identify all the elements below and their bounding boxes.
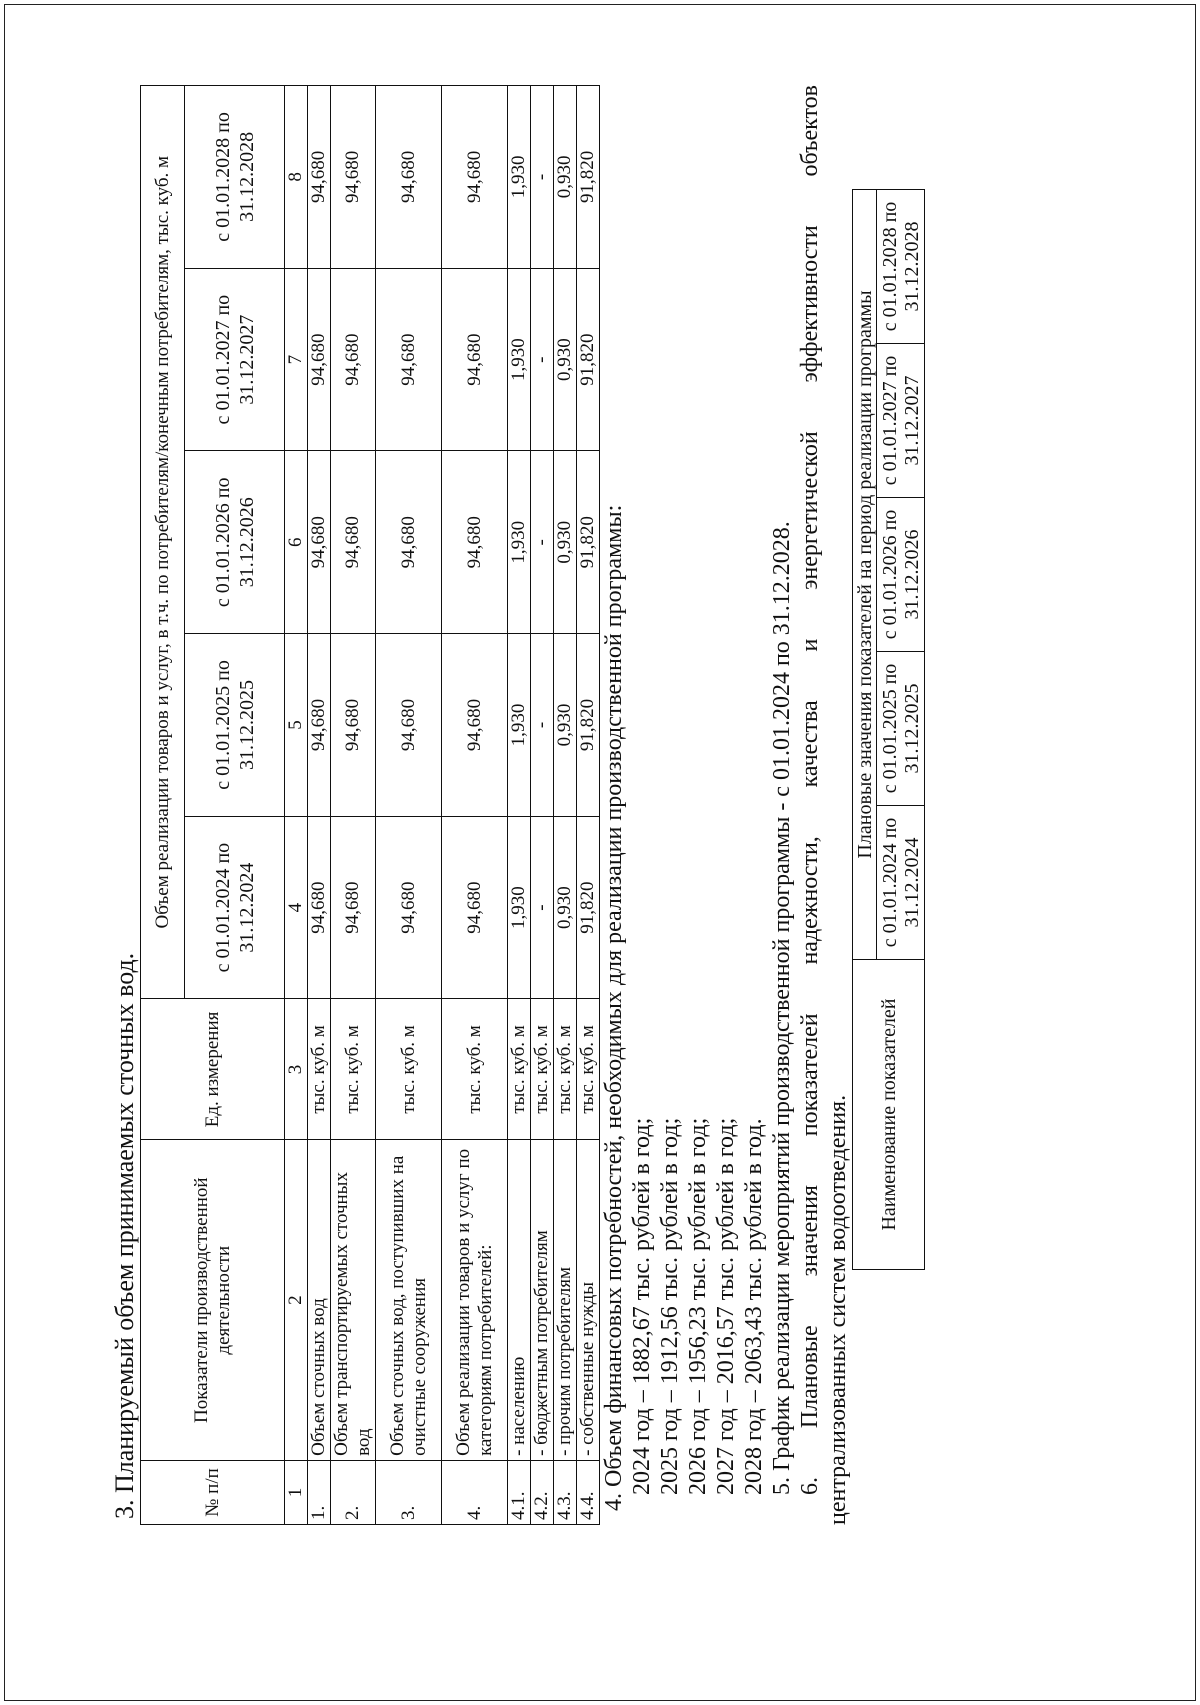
row-number: 4.4. (577, 1460, 600, 1524)
row-unit: тыс. куб. м (376, 999, 442, 1140)
column-number: 6 (285, 451, 308, 634)
header-period: с 01.01.2025 по 31.12.2025 (185, 634, 285, 817)
row-value: - (531, 86, 554, 269)
row-unit: тыс. куб. м (308, 999, 331, 1140)
row-value: 94,680 (376, 634, 442, 817)
row-value: 1,930 (508, 86, 531, 269)
header-num: № п/п (141, 1460, 285, 1524)
header-unit: Ед. измерения (141, 999, 285, 1140)
finance-line: 2024 год – 1882,67 тыс. рублей в год; (629, 1117, 655, 1495)
row-value: 94,680 (376, 451, 442, 634)
row-indicator: - прочим потребителям (554, 1140, 577, 1460)
indicator-period-header: с 01.01.2028 по 31.12.2028 (877, 189, 925, 343)
row-value: 91,820 (577, 268, 600, 451)
row-number: 3. (376, 1460, 442, 1524)
section-6-line-1: 6. Плановые значения показателей надежности, качества и энергетической эффективности объектов (797, 85, 823, 1495)
row-value: 94,680 (442, 634, 508, 817)
row-value: 91,820 (577, 451, 600, 634)
indicator-period-header: с 01.01.2026 по 31.12.2026 (877, 498, 925, 652)
row-value: 94,680 (331, 86, 376, 269)
row-value: 94,680 (442, 86, 508, 269)
column-number: 5 (285, 634, 308, 817)
section-5-text: 5. График реализации мероприятий производственной программы - с 01.01.2024 по 31.12.2028. (769, 521, 795, 1495)
row-value: 94,680 (308, 86, 331, 269)
table-row (331, 86, 376, 1525)
row-number: 1. (308, 1460, 331, 1524)
row-value: 94,680 (308, 451, 331, 634)
row-indicator: - населению (508, 1140, 531, 1460)
row-value: 94,680 (308, 634, 331, 817)
row-value: 94,680 (442, 816, 508, 999)
row-value: - (531, 816, 554, 999)
page-content (110, 85, 925, 1525)
row-value: 1,930 (508, 268, 531, 451)
row-value: 0,930 (554, 634, 577, 817)
indicator-period-header: с 01.01.2025 по 31.12.2025 (877, 652, 925, 806)
row-value: - (531, 268, 554, 451)
row-value: 91,820 (577, 634, 600, 817)
table-row (508, 86, 531, 1525)
row-value: 94,680 (376, 86, 442, 269)
row-indicator: Объем реализации товаров и услуг по категориям потребителей: (442, 1140, 508, 1460)
row-indicator: - собственные нужды (577, 1140, 600, 1460)
row-value: 1,930 (508, 634, 531, 817)
row-value: 94,680 (331, 816, 376, 999)
row-indicator: Объем сточных вод, поступивших на очистные сооружения (376, 1140, 442, 1460)
row-unit: тыс. куб. м (554, 999, 577, 1140)
row-value: 94,680 (376, 816, 442, 999)
table-row (442, 86, 508, 1525)
row-value: 0,930 (554, 451, 577, 634)
row-value: 1,930 (508, 816, 531, 999)
column-number: 3 (285, 999, 308, 1140)
row-value: 0,930 (554, 268, 577, 451)
row-number: 4.3. (554, 1460, 577, 1524)
row-unit: тыс. куб. м (331, 999, 376, 1140)
row-value: 94,680 (308, 268, 331, 451)
row-value: 0,930 (554, 816, 577, 999)
header-period: с 01.01.2024 по 31.12.2024 (185, 816, 285, 999)
row-value: 94,680 (376, 268, 442, 451)
row-unit: тыс. куб. м (577, 999, 600, 1140)
indicator-period-header: с 01.01.2027 по 31.12.2027 (877, 344, 925, 498)
row-value: 94,680 (442, 268, 508, 451)
indicators-table (852, 189, 925, 1270)
column-number: 2 (285, 1140, 308, 1460)
volume-table-body (308, 86, 600, 1525)
header-period: с 01.01.2028 по 31.12.2028 (185, 86, 285, 269)
row-value: 94,680 (331, 268, 376, 451)
section-3-heading: 3. Планируемый объем принимаемых сточных вод. (110, 952, 139, 1519)
column-number: 1 (285, 1460, 308, 1524)
header-period: с 01.01.2026 по 31.12.2026 (185, 451, 285, 634)
finance-list (628, 85, 768, 1495)
row-value: - (531, 634, 554, 817)
table-row (376, 86, 442, 1525)
row-unit: тыс. куб. м (442, 999, 508, 1140)
header-indicator: Показатели производственной деятельности (141, 1140, 285, 1460)
table-row (308, 86, 331, 1525)
row-unit: тыс. куб. м (531, 999, 554, 1140)
section-4-heading: 4. Объем финансовых потребностей, необходимых для реализации производственной программы: (601, 504, 627, 1511)
indicator-period-header: с 01.01.2024 по 31.12.2024 (877, 806, 925, 960)
row-value: 94,680 (308, 816, 331, 999)
section-6-text (796, 85, 852, 1525)
row-value: 94,680 (331, 451, 376, 634)
column-number: 8 (285, 86, 308, 269)
column-number: 4 (285, 816, 308, 999)
row-number: 2. (331, 1460, 376, 1524)
row-indicator: - бюджетным потребителям (531, 1140, 554, 1460)
header-period: с 01.01.2027 по 31.12.2027 (185, 268, 285, 451)
row-number: 4.2. (531, 1460, 554, 1524)
volume-table (140, 85, 600, 1525)
row-value: 1,930 (508, 451, 531, 634)
row-number: 4.1. (508, 1460, 531, 1524)
row-indicator: Объем сточных вод (308, 1140, 331, 1460)
table-row (577, 86, 600, 1525)
indicator-name-header: Наименование показателей (853, 960, 925, 1270)
header-group: Объем реализации товаров и услуг, в т.ч. по потребителям/конечным потребителям, тыс. куб. м (141, 86, 185, 999)
row-value: 91,820 (577, 86, 600, 269)
row-value: 94,680 (331, 634, 376, 817)
row-value: 94,680 (442, 451, 508, 634)
section-6-line-2: централизованных систем водоотведения. (825, 1094, 851, 1525)
indicator-group-header: Плановые значения показателей на период реализации программы (853, 189, 877, 959)
finance-line: 2027 год – 2016,57 тыс. рублей в год; (713, 1117, 739, 1495)
row-unit: тыс. куб. м (508, 999, 531, 1140)
row-indicator: Объем транспортируемых сточных вод (331, 1140, 376, 1460)
row-value: 0,930 (554, 86, 577, 269)
finance-line: 2025 год – 1912,56 тыс. рублей в год; (657, 1117, 683, 1495)
row-value: 91,820 (577, 816, 600, 999)
table-row (554, 86, 577, 1525)
table-row (531, 86, 554, 1525)
finance-line: 2028 год – 2063,43 тыс. рублей в год. (741, 1118, 767, 1495)
row-number: 4. (442, 1460, 508, 1524)
row-value: - (531, 451, 554, 634)
finance-line: 2026 год – 1956,23 тыс. рублей в год; (685, 1117, 711, 1495)
column-number: 7 (285, 268, 308, 451)
